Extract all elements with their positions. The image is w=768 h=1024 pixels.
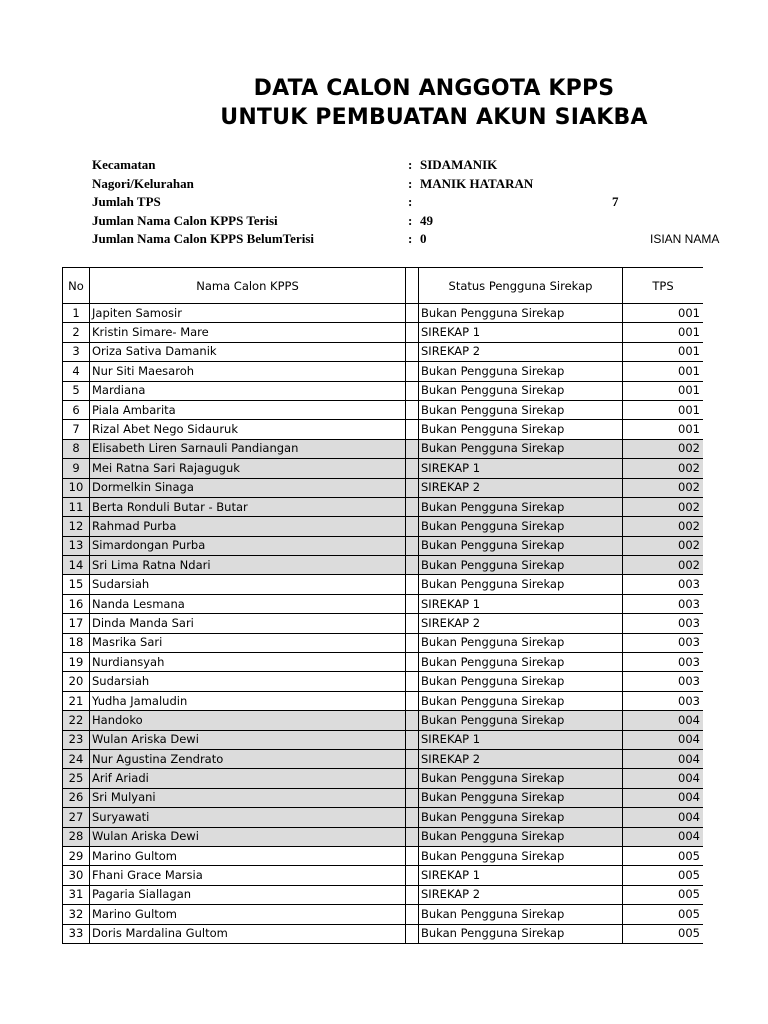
row-tps: 002 — [623, 536, 704, 555]
row-tps: 004 — [623, 749, 704, 768]
row-status: Bukan Pengguna Sirekap — [419, 362, 623, 381]
row-spacer — [406, 633, 419, 652]
table-row — [63, 924, 704, 943]
row-no: 16 — [63, 594, 90, 613]
header-no: No — [63, 268, 90, 304]
row-spacer — [406, 575, 419, 594]
row-tps: 003 — [623, 633, 704, 652]
row-status: SIREKAP 1 — [419, 730, 623, 749]
row-no: 26 — [63, 788, 90, 807]
row-no: 7 — [63, 420, 90, 439]
table-header-row — [63, 268, 704, 304]
table-row — [63, 691, 704, 710]
row-no: 23 — [63, 730, 90, 749]
table-row — [63, 342, 704, 361]
row-name: Rizal Abet Nego Sidauruk — [90, 420, 406, 439]
row-tps: 001 — [623, 400, 704, 419]
table-row — [63, 517, 704, 536]
row-no: 3 — [63, 342, 90, 361]
row-tps: 002 — [623, 478, 704, 497]
row-status: SIREKAP 2 — [419, 342, 623, 361]
row-status: Bukan Pengguna Sirekap — [419, 711, 623, 730]
row-name: Dormelkin Sinaga — [90, 478, 406, 497]
row-spacer — [406, 342, 419, 361]
row-status: Bukan Pengguna Sirekap — [419, 556, 623, 575]
table-row — [63, 749, 704, 768]
info-label: Kecamatan — [92, 157, 156, 172]
row-name: Marino Gultom — [90, 905, 406, 924]
row-spacer — [406, 614, 419, 633]
info-label: Jumlan Nama Calon KPPS BelumTerisi — [92, 231, 314, 246]
row-no: 9 — [63, 459, 90, 478]
row-tps: 002 — [623, 556, 704, 575]
row-spacer — [406, 594, 419, 613]
row-spacer — [406, 711, 419, 730]
table-body — [63, 304, 704, 944]
row-status: SIREKAP 1 — [419, 866, 623, 885]
row-no: 18 — [63, 633, 90, 652]
row-tps: 003 — [623, 691, 704, 710]
table-row — [63, 672, 704, 691]
row-name: Suryawati — [90, 808, 406, 827]
row-no: 8 — [63, 439, 90, 458]
row-name: Oriza Sativa Damanik — [90, 342, 406, 361]
row-status: SIREKAP 2 — [419, 614, 623, 633]
table-row — [63, 846, 704, 865]
row-status: SIREKAP 1 — [419, 459, 623, 478]
row-spacer — [406, 885, 419, 904]
row-name: Piala Ambarita — [90, 400, 406, 419]
row-tps: 001 — [623, 381, 704, 400]
row-no: 12 — [63, 517, 90, 536]
info-colon: : — [408, 194, 413, 209]
row-spacer — [406, 808, 419, 827]
table-row — [63, 536, 704, 555]
row-spacer — [406, 459, 419, 478]
row-status: Bukan Pengguna Sirekap — [419, 400, 623, 419]
row-name: Rahmad Purba — [90, 517, 406, 536]
table-row — [63, 304, 704, 323]
row-name: Doris Mardalina Gultom — [90, 924, 406, 943]
row-status: SIREKAP 1 — [419, 323, 623, 342]
row-spacer — [406, 924, 419, 943]
row-name: Nanda Lesmana — [90, 594, 406, 613]
row-no: 25 — [63, 769, 90, 788]
row-spacer — [406, 439, 419, 458]
row-tps: 004 — [623, 808, 704, 827]
row-spacer — [406, 653, 419, 672]
info-value: MANIK HATARAN — [420, 175, 534, 191]
row-tps: 005 — [623, 846, 704, 865]
row-status: Bukan Pengguna Sirekap — [419, 497, 623, 516]
row-tps: 005 — [623, 885, 704, 904]
row-name: Mardiana — [90, 381, 406, 400]
row-name: Nur Agustina Zendrato — [90, 749, 406, 768]
row-no: 17 — [63, 614, 90, 633]
row-status: Bukan Pengguna Sirekap — [419, 788, 623, 807]
row-tps: 001 — [623, 420, 704, 439]
row-spacer — [406, 556, 419, 575]
row-status: SIREKAP 2 — [419, 478, 623, 497]
table-row — [63, 905, 704, 924]
info-row-terisi — [92, 213, 768, 232]
row-no: 29 — [63, 846, 90, 865]
kpps-table — [62, 267, 703, 944]
row-status: Bukan Pengguna Sirekap — [419, 633, 623, 652]
row-tps: 004 — [623, 769, 704, 788]
page-title: DATA CALON ANGGOTA KPPS — [253, 76, 615, 101]
row-no: 15 — [63, 575, 90, 594]
row-spacer — [406, 866, 419, 885]
row-status: Bukan Pengguna Sirekap — [419, 439, 623, 458]
table-row — [63, 381, 704, 400]
row-name: Wulan Ariska Dewi — [90, 827, 406, 846]
table-row — [63, 575, 704, 594]
row-no: 24 — [63, 749, 90, 768]
info-block — [92, 157, 768, 250]
row-no: 4 — [63, 362, 90, 381]
table-row — [63, 420, 704, 439]
info-row-belum-terisi — [92, 231, 768, 250]
row-spacer — [406, 381, 419, 400]
row-tps: 001 — [623, 323, 704, 342]
row-status: Bukan Pengguna Sirekap — [419, 905, 623, 924]
row-status: Bukan Pengguna Sirekap — [419, 846, 623, 865]
row-no: 10 — [63, 478, 90, 497]
row-name: Nurdiansyah — [90, 653, 406, 672]
info-row-nagori — [92, 176, 768, 195]
row-no: 21 — [63, 691, 90, 710]
row-no: 5 — [63, 381, 90, 400]
row-no: 27 — [63, 808, 90, 827]
table-row — [63, 362, 704, 381]
table-row — [63, 497, 704, 516]
row-no: 20 — [63, 672, 90, 691]
row-status: Bukan Pengguna Sirekap — [419, 672, 623, 691]
row-spacer — [406, 400, 419, 419]
header-tps: TPS — [623, 268, 704, 304]
info-colon: : — [408, 231, 413, 246]
row-spacer — [406, 788, 419, 807]
table-row — [63, 439, 704, 458]
row-tps: 002 — [623, 517, 704, 536]
row-name: Sudarsiah — [90, 575, 406, 594]
header-spacer — [406, 268, 419, 304]
row-spacer — [406, 846, 419, 865]
row-spacer — [406, 730, 419, 749]
row-name: Fhani Grace Marsia — [90, 866, 406, 885]
row-tps: 001 — [623, 304, 704, 323]
table-row — [63, 730, 704, 749]
table-row — [63, 594, 704, 613]
row-no: 2 — [63, 323, 90, 342]
row-tps: 005 — [623, 905, 704, 924]
row-tps: 004 — [623, 730, 704, 749]
row-tps: 003 — [623, 594, 704, 613]
row-tps: 005 — [623, 866, 704, 885]
page-subtitle: UNTUK PEMBUATAN AKUN SIAKBA — [220, 105, 648, 130]
table-row — [63, 808, 704, 827]
table-row — [63, 459, 704, 478]
row-name: Sri Mulyani — [90, 788, 406, 807]
row-name: Pagaria Siallagan — [90, 885, 406, 904]
info-value: 7 — [612, 194, 619, 209]
row-tps: 004 — [623, 827, 704, 846]
row-tps: 004 — [623, 711, 704, 730]
row-tps: 002 — [623, 439, 704, 458]
row-name: Arif Ariadi — [90, 769, 406, 788]
table-row — [63, 769, 704, 788]
header-name: Nama Calon KPPS — [90, 268, 406, 304]
row-tps: 003 — [623, 672, 704, 691]
table-row — [63, 614, 704, 633]
row-no: 33 — [63, 924, 90, 943]
row-no: 28 — [63, 827, 90, 846]
row-status: Bukan Pengguna Sirekap — [419, 304, 623, 323]
row-spacer — [406, 905, 419, 924]
row-no: 31 — [63, 885, 90, 904]
row-status: Bukan Pengguna Sirekap — [419, 653, 623, 672]
row-name: Nur Siti Maesaroh — [90, 362, 406, 381]
table-row — [63, 866, 704, 885]
row-status: Bukan Pengguna Sirekap — [419, 575, 623, 594]
kpps-table-container — [62, 267, 703, 944]
row-spacer — [406, 304, 419, 323]
row-tps: 003 — [623, 614, 704, 633]
row-spacer — [406, 323, 419, 342]
table-row — [63, 885, 704, 904]
row-spacer — [406, 691, 419, 710]
info-value: 0 — [420, 231, 427, 246]
row-no: 6 — [63, 400, 90, 419]
row-tps: 001 — [623, 342, 704, 361]
row-status: SIREKAP 2 — [419, 885, 623, 904]
row-name: Marino Gultom — [90, 846, 406, 865]
row-tps: 001 — [623, 362, 704, 381]
header-status: Status Pengguna Sirekap — [419, 268, 623, 304]
info-row-kecamatan — [92, 157, 768, 176]
row-spacer — [406, 478, 419, 497]
row-name: Berta Ronduli Butar - Butar — [90, 497, 406, 516]
row-name: Wulan Ariska Dewi — [90, 730, 406, 749]
row-status: Bukan Pengguna Sirekap — [419, 381, 623, 400]
row-spacer — [406, 517, 419, 536]
table-row — [63, 633, 704, 652]
row-name: Sri Lima Ratna Ndari — [90, 556, 406, 575]
table-row — [63, 711, 704, 730]
table-row — [63, 827, 704, 846]
row-spacer — [406, 362, 419, 381]
row-spacer — [406, 672, 419, 691]
row-tps: 002 — [623, 497, 704, 516]
info-label: Nagori/Kelurahan — [92, 175, 194, 191]
table-row — [63, 323, 704, 342]
info-colon: : — [408, 212, 413, 228]
row-tps: 004 — [623, 788, 704, 807]
row-name: Japiten Samosir — [90, 304, 406, 323]
row-no: 1 — [63, 304, 90, 323]
row-name: Mei Ratna Sari Rajaguguk — [90, 459, 406, 478]
row-status: Bukan Pengguna Sirekap — [419, 420, 623, 439]
info-value: 49 — [420, 212, 433, 228]
info-row-jumlah-tps — [92, 194, 768, 213]
table-row — [63, 556, 704, 575]
row-no: 19 — [63, 653, 90, 672]
row-status: Bukan Pengguna Sirekap — [419, 827, 623, 846]
info-colon: : — [408, 175, 413, 191]
row-tps: 003 — [623, 653, 704, 672]
row-status: Bukan Pengguna Sirekap — [419, 808, 623, 827]
info-label: Jumlan Nama Calon KPPS Terisi — [92, 212, 278, 228]
row-tps: 003 — [623, 575, 704, 594]
row-name: Handoko — [90, 711, 406, 730]
row-spacer — [406, 827, 419, 846]
row-name: Elisabeth Liren Sarnauli Pandiangan — [90, 439, 406, 458]
row-spacer — [406, 536, 419, 555]
info-colon: : — [408, 157, 413, 172]
row-status: Bukan Pengguna Sirekap — [419, 924, 623, 943]
info-label: Jumlah TPS — [92, 194, 161, 209]
row-status: Bukan Pengguna Sirekap — [419, 769, 623, 788]
row-status: Bukan Pengguna Sirekap — [419, 536, 623, 555]
row-status: Bukan Pengguna Sirekap — [419, 691, 623, 710]
row-spacer — [406, 769, 419, 788]
row-name: Simardongan Purba — [90, 536, 406, 555]
table-row — [63, 400, 704, 419]
row-name: Kristin Simare- Mare — [90, 323, 406, 342]
table-row — [63, 653, 704, 672]
row-no: 22 — [63, 711, 90, 730]
isian-nama-note: ISIAN NAMA — [650, 232, 720, 246]
row-tps: 002 — [623, 459, 704, 478]
row-status: Bukan Pengguna Sirekap — [419, 517, 623, 536]
row-tps: 005 — [623, 924, 704, 943]
row-spacer — [406, 420, 419, 439]
info-value: SIDAMANIK — [420, 157, 498, 172]
row-name: Sudarsiah — [90, 672, 406, 691]
row-status: SIREKAP 1 — [419, 594, 623, 613]
row-spacer — [406, 497, 419, 516]
row-name: Yudha Jamaludin — [90, 691, 406, 710]
row-no: 11 — [63, 497, 90, 516]
row-name: Dinda Manda Sari — [90, 614, 406, 633]
row-no: 30 — [63, 866, 90, 885]
table-row — [63, 788, 704, 807]
row-no: 32 — [63, 905, 90, 924]
row-spacer — [406, 749, 419, 768]
row-no: 14 — [63, 556, 90, 575]
row-no: 13 — [63, 536, 90, 555]
row-status: SIREKAP 2 — [419, 749, 623, 768]
table-row — [63, 478, 704, 497]
row-name: Masrika Sari — [90, 633, 406, 652]
